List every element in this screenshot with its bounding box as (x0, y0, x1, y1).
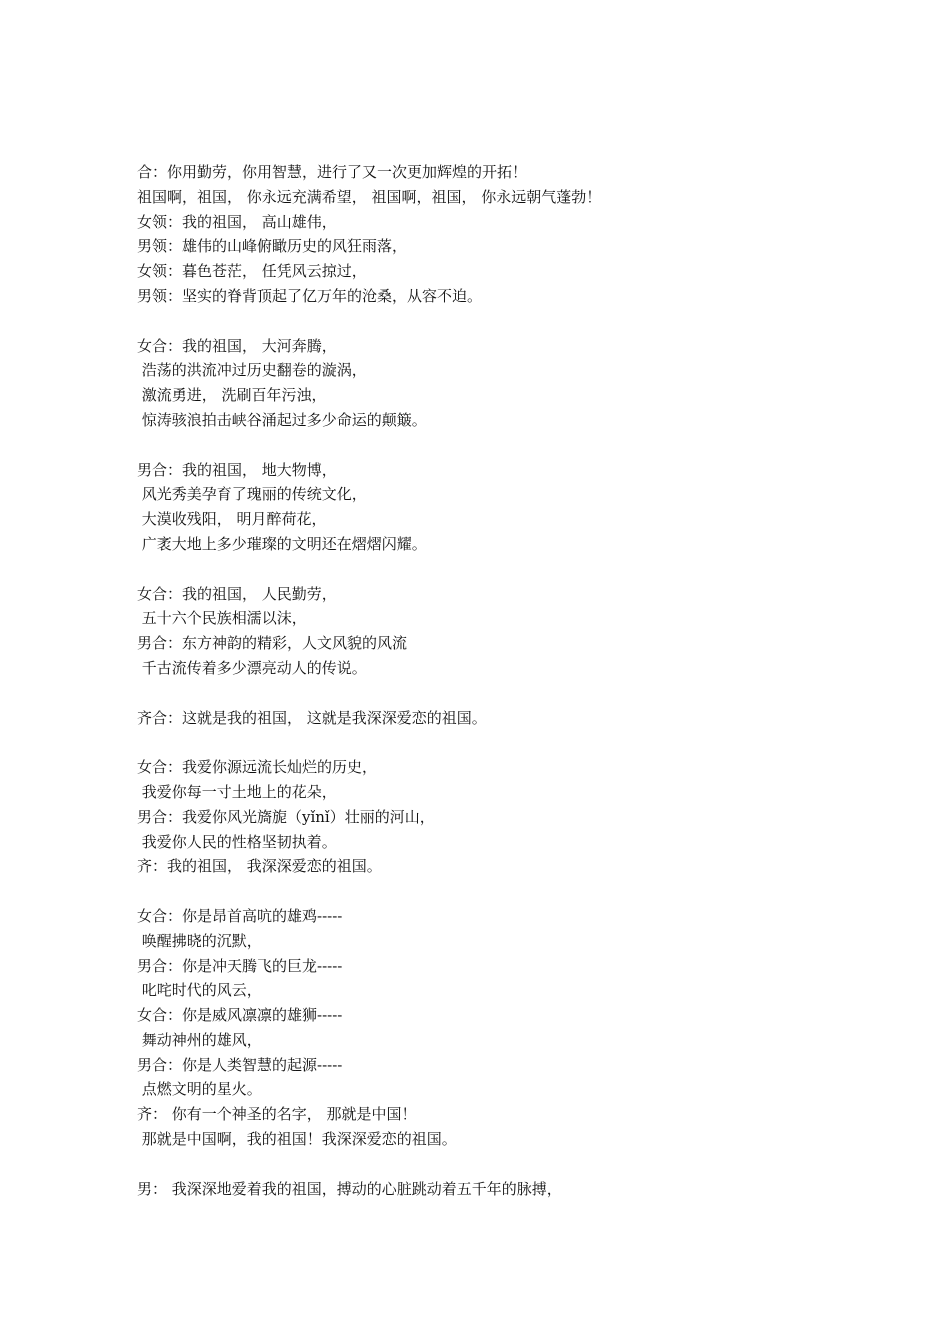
text-line: 惊涛骇浪拍击峡谷涌起过多少命运的颠簸。 (137, 410, 427, 429)
stanza-gap (137, 879, 897, 904)
stanza (137, 706, 897, 731)
text-line: 男合：我的祖国， 地大物博， (137, 460, 337, 479)
stanza-gap (137, 433, 897, 458)
text-line: 点燃文明的星火。 (137, 1080, 262, 1099)
text-line: 齐：我的祖国， 我深深爱恋的祖国。 (137, 857, 382, 876)
stanza (137, 334, 897, 433)
text-line: 唤醒拂晓的沉默， (137, 931, 262, 950)
poem-text (137, 160, 897, 1201)
text-line: 男合：我爱你风光旖旎（yǐnǐ）壮丽的河山， (137, 807, 435, 826)
text-line: 女合：我的祖国， 大河奔腾， (137, 336, 337, 355)
stanza (137, 755, 897, 879)
text-line: 男合：东方神韵的精彩，人文风貌的风流 (137, 634, 408, 653)
stanza (137, 160, 897, 309)
stanza-gap (137, 730, 897, 755)
text-line: 女领：我的祖国， 高山雄伟， (137, 212, 337, 231)
text-line: 激流勇进， 洗刷百年污浊， (137, 386, 327, 405)
stanza-gap (137, 309, 897, 334)
text-line: 大漠收残阳， 明月醉荷花， (137, 510, 327, 529)
text-line: 千古流传着多少漂亮动人的传说。 (137, 658, 367, 677)
text-line: 祖国啊，祖国， 你永远充满希望， 祖国啊，祖国， 你永远朝气蓬勃！ (137, 187, 602, 206)
text-line: 女合：你是昂首高吭的雄鸡----- (137, 906, 343, 925)
stanza (137, 458, 897, 557)
stanza-gap (137, 557, 897, 582)
stanza-gap (137, 681, 897, 706)
text-line: 我爱你每一寸土地上的花朵， (137, 782, 337, 801)
stanza (137, 582, 897, 681)
text-line: 男合：你是冲天腾飞的巨龙----- (137, 956, 343, 975)
text-line: 男： 我深深地爱着我的祖国，搏动的心脏跳动着五千年的脉搏， (137, 1179, 562, 1198)
text-line: 齐合：这就是我的祖国， 这就是我深深爱恋的祖国。 (137, 708, 487, 727)
text-line: 叱咤时代的风云， (137, 981, 262, 1000)
stanza (137, 1177, 897, 1202)
text-line: 舞动神州的雄风， (137, 1030, 262, 1049)
text-line: 女领：暮色苍茫， 任凭风云掠过， (137, 262, 367, 281)
text-line: 合：你用勤劳，你用智慧，进行了又一次更加辉煌的开拓！ (137, 163, 528, 181)
text-line: 我爱你人民的性格坚韧执着。 (137, 832, 337, 851)
text-line: 广袤大地上多少璀璨的文明还在熠熠闪耀。 (137, 534, 427, 553)
text-line: 男领：坚实的脊背顶起了亿万年的沧桑，从容不迫。 (137, 286, 483, 305)
stanza-gap (137, 1152, 897, 1177)
text-line: 风光秀美孕育了瑰丽的传统文化， (137, 485, 367, 504)
text-line: 浩荡的洪流冲过历史翻卷的漩涡， (137, 361, 367, 380)
text-line: 男领：雄伟的山峰俯瞰历史的风狂雨落， (137, 237, 408, 256)
text-line: 五十六个民族相濡以沫， (137, 609, 307, 628)
text-line: 齐： 你有一个神圣的名字， 那就是中国！ (137, 1105, 417, 1124)
text-line: 男合：你是人类智慧的起源----- (137, 1055, 343, 1074)
text-line: 那就是中国啊，我的祖国！我深深爱恋的祖国。 (137, 1130, 457, 1149)
text-line: 女合：你是威风凛凛的雄狮----- (137, 1006, 343, 1025)
text-line: 女合：我的祖国， 人民勤劳， (137, 584, 337, 603)
text-line: 女合：我爱你源远流长灿烂的历史， (137, 758, 378, 777)
stanza (137, 904, 897, 1152)
